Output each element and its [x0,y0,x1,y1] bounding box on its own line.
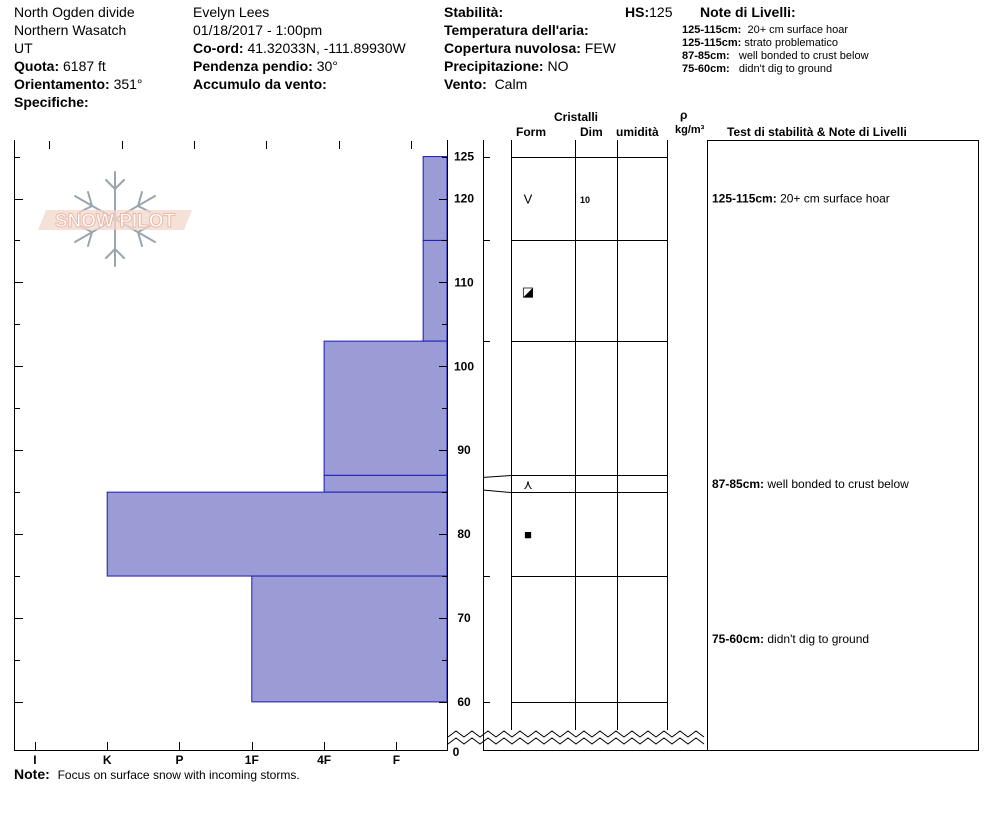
observer: Evelyn Lees [193,4,270,20]
hardness-bar [107,492,447,576]
rho-header: ρ [680,108,688,122]
wind-label: Vento: [444,76,487,92]
layer-notes-title: Note di Livelli: [700,4,796,20]
precip-label: Precipitazione: [444,58,544,74]
specifics-label: Specifiche: [14,94,89,110]
hardness-bar [324,341,447,475]
hardness-label: F [392,753,401,767]
hardness-label: K [102,753,112,767]
layer-note-range: 87-85cm: [682,50,730,62]
surface-hoar-icon: V [523,191,533,207]
layer-note-text: well bonded to crust below [738,50,869,62]
wind-loading-label: Accumulo da vento: [193,76,327,92]
layer-note-range: 125-115cm: [682,24,742,36]
aspect-label: Orientamento: [14,76,110,92]
crystals-header: Cristalli [554,110,599,124]
hardness-bar [252,576,447,702]
rounded-icon: ■ [524,527,532,543]
hardness-label: I [33,753,37,767]
stability-note-text: 20+ cm surface hoar [780,191,890,206]
ground-break-zigzag [448,731,704,744]
layers-table-frame [483,140,979,751]
coord-value: 41.32033N, -111.89930W [247,40,406,56]
layer-note-range: 125-115cm: [682,37,742,49]
y-axis-label: 120 [453,191,475,206]
hardness-label: 4F [317,753,332,767]
y-axis-label: 90 [457,443,471,458]
stability-note-text: well bonded to crust below [767,476,909,491]
wind-value: Calm [494,76,528,92]
faceted-rounded-icon: ◪ [521,283,535,299]
y-axis-label: 70 [457,611,471,625]
layer-connector [484,490,511,492]
y-axis-label: 60 [457,694,471,709]
form-header: Form [516,125,546,139]
hardness-bar [423,157,447,241]
layer-note-text: 20+ cm surface hoar [747,24,849,36]
hs-label: HS: [625,4,650,20]
y-axis-label: 100 [453,359,475,374]
slope-value: 30° [316,58,338,74]
precip-value: NO [547,58,569,74]
layer-connector [484,476,511,478]
stability-note [712,632,869,646]
grain-size-label: 10 [580,195,591,205]
sky-label: Copertura nuvolosa: [444,40,581,56]
air-temp-label: Temperatura dell'aria: [444,22,589,38]
hardness-label: 1F [244,753,259,767]
elevation-value: 6187 ft [63,58,106,74]
snowpilot-logo [38,172,192,266]
slope-label: Pendenza pendio: [193,58,313,74]
layer-note-text: didn't dig to ground [738,63,833,75]
y-axis-label: 110 [454,275,474,290]
hardness-label: P [175,753,184,767]
datetime: 01/18/2017 - 1:00pm [193,22,323,38]
density-unit-header: kg/m³ [675,124,705,136]
layer-note-text: strato problematico [744,37,838,49]
sky-value: FEW [584,40,616,56]
layer-note-range: 75-60cm: [682,63,730,75]
moisture-header: umidità [616,125,659,139]
note-text: Focus on surface snow with incoming storms. [57,768,300,782]
y-axis-label: 125 [453,149,475,164]
aspect-value: 351° [113,76,143,92]
stability-note-range: 87-85cm: [712,476,768,491]
logo-text: SNOW PILOT [54,211,176,232]
hardness-bar [423,240,447,341]
location: North Ogden divide [14,4,135,20]
stability-note-range: 75-60cm: [712,631,768,646]
hs-value: 125 [649,4,673,20]
elevation-label: Quota: [14,58,60,74]
state: UT [14,40,33,56]
coord-label: Co-ord: [193,40,244,56]
stability-note-text: didn't dig to ground [767,631,870,646]
stability-label: Stabilità: [444,4,504,20]
zero-label: 0 [452,745,460,759]
note-label: Note: [14,766,50,782]
stability-note-range: 125-115cm: [712,191,781,206]
melt-freeze-crust-icon: ⋏ [523,476,533,492]
y-axis-label: 80 [457,527,471,542]
stability-note [712,192,890,206]
stability-note [712,477,909,491]
stability-notes-header: Test di stabilità & Note di Livelli [727,125,907,139]
hardness-bar [324,475,447,492]
mountain-range: Northern Wasatch [14,22,127,38]
dim-header: Dim [580,125,603,139]
profile-note [14,766,300,782]
